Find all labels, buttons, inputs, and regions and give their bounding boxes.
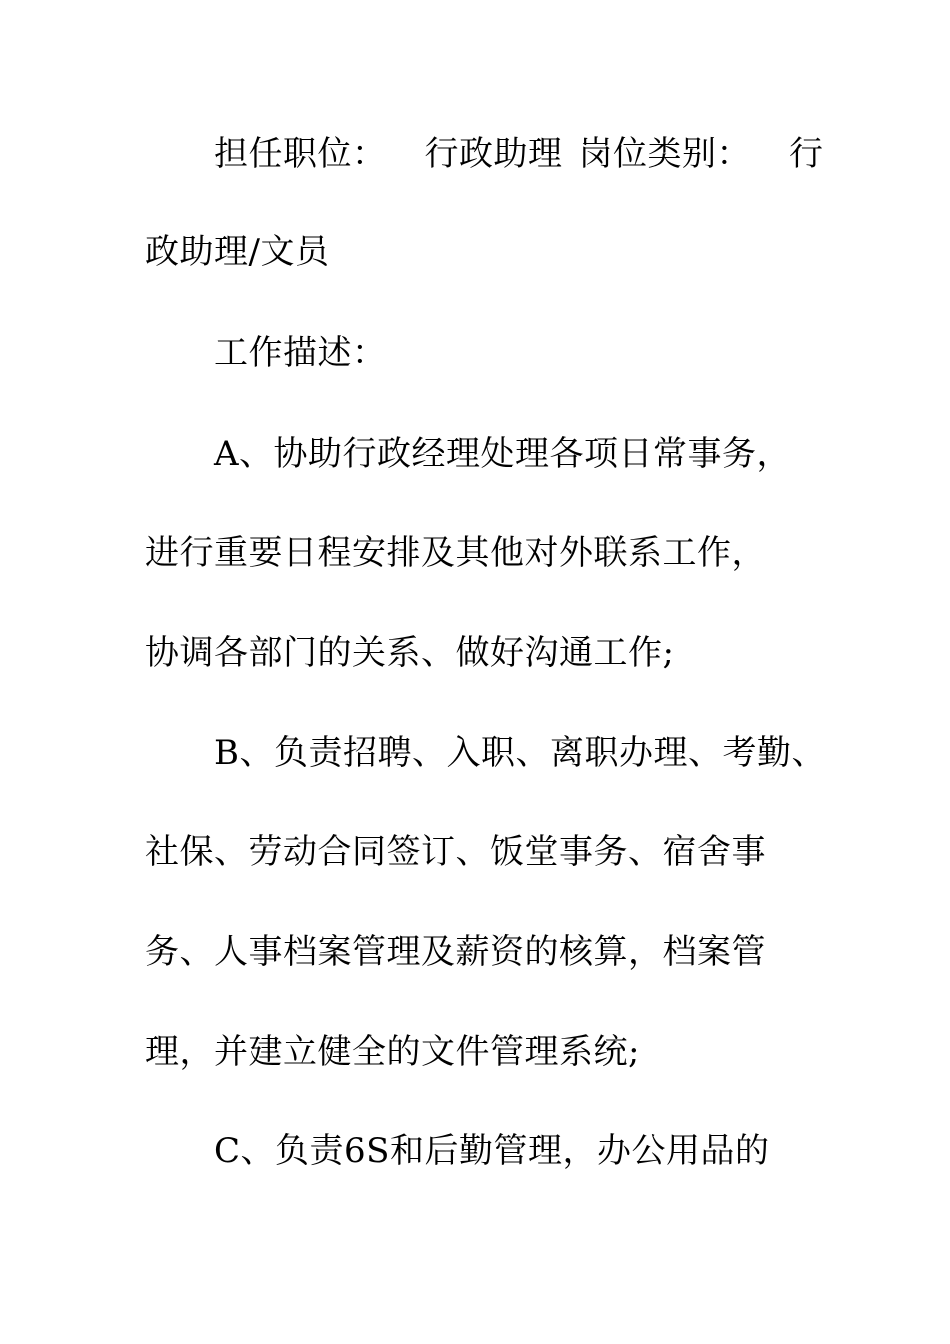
paragraph-b-line-4: 理，并建立健全的文件管理系统; — [145, 1032, 640, 1072]
paragraph-b-line-1: B、负责招聘、入职、离职办理、考勤、 — [214, 733, 826, 773]
position-label: 担任职位： — [214, 134, 387, 174]
category-label: 岗位类别： — [578, 134, 751, 174]
paragraph-a-line-3: 协调各部门的关系、做好沟通工作; — [145, 633, 675, 673]
job-description-heading: 工作描述： — [214, 333, 387, 373]
paragraph-c-line-1: C、负责6S和后勤管理，办公用品的 — [214, 1131, 770, 1171]
category-value-line: 政助理/文员 — [145, 232, 330, 272]
paragraph-b-line-2: 社保、劳动合同签订、饭堂事务、宿舍事 — [145, 832, 766, 872]
paragraph-a-line-2: 进行重要日程安排及其他对外联系工作， — [145, 533, 766, 573]
category-value-start: 行 — [789, 134, 824, 174]
position-line — [214, 134, 834, 174]
paragraph-a-line-1: A、协助行政经理处理各项日常事务， — [214, 434, 792, 474]
paragraph-b-line-3: 务、人事档案管理及薪资的核算，档案管 — [145, 932, 766, 972]
position-value: 行政助理 — [424, 134, 563, 174]
